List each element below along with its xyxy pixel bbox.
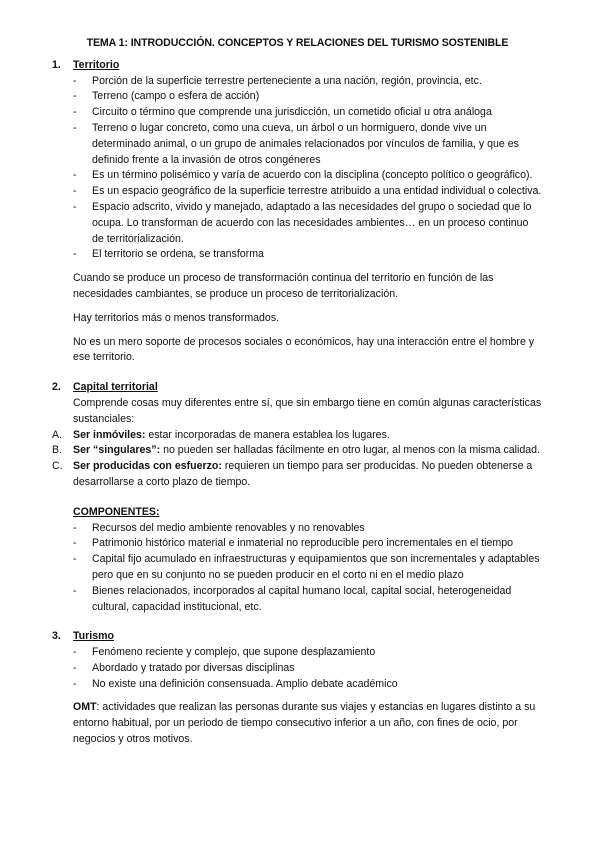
section-number: 3. [52, 630, 61, 643]
list-item: - Circuito o término que comprende una jurisdicción, un cometido oficial u otra análoga [73, 106, 492, 119]
list-item: - Bienes relacionados, incorporados al capital humano local, capital social, heterogeneidad cultural, capacidad institucional, etc. [73, 584, 512, 613]
list-item: C. Ser producidas con esfuerzo: requieren un tiempo para ser producidas. No pueden obtenerse a desarrollarse a corto plazo de tiempo. [52, 460, 533, 488]
list-item: - Patrimonio histórico material e inmaterial no reproducible pero incrementales en el tiempo [73, 537, 514, 550]
paragraph-territorializacion: Cuando se produce un proceso de transformación continua del territorio en función de las necesidades cambiantes, se produce un proceso de territorialización. [73, 272, 494, 300]
turismo-bullet-list [52, 645, 543, 692]
list-item: - Porción de la superficie terrestre perteneciente a una nación, región, provincia, etc. [73, 74, 482, 87]
section-heading-capital-territorial [52, 380, 543, 396]
characteristics-list [52, 428, 543, 491]
list-item: - Fenómeno reciente y complejo, que supone desplazamiento [73, 646, 376, 659]
list-item: - Abordado y tratado por diversas disciplinas [73, 661, 295, 674]
section-heading-territorio [52, 58, 543, 74]
list-item: - Es un espacio geográfico de la superficie terrestre atribuido a una entidad individual o colectiva. [73, 185, 542, 198]
list-item: B. Ser “singulares”: no pueden ser halladas fácilmente en otro lugar, al menos con la misma calidad. [52, 444, 540, 457]
section-number: 1. [52, 58, 61, 71]
list-item: - Terreno (campo o esfera de acción) [73, 90, 260, 103]
list-item: - Recursos del medio ambiente renovables y no renovables [73, 521, 365, 534]
components-list [52, 521, 543, 616]
paragraph-interaccion: No es un mero soporte de procesos sociales o económicos, hay una interacción entre el hombre y ese territorio. [73, 335, 535, 364]
list-item: - El territorio se ordena, se transforma [73, 248, 264, 261]
section-heading-turismo [52, 629, 543, 645]
list-item: A. Ser inmóviles: estar incorporadas de manera establea los lugares. [52, 428, 390, 441]
list-item: - Es un término polisémico y varía de acuerdo con la disciplina (concepto político o geográfico). [73, 169, 533, 182]
list-item: - Capital fijo acumulado en infraestructuras y equipamientos que son incrementales y adaptables pero que en su conjunto no se pueden producir en el corto ni en el medio plazo [73, 553, 540, 581]
section-title: Territorio [73, 58, 120, 71]
section-title: Capital territorial [73, 381, 158, 394]
list-item: - No existe una definición consensuada. Amplio debate académico [73, 677, 398, 690]
capital-intro: Comprende cosas muy diferentes entre sí, que sin embargo tiene en común algunas características sustanciales: [73, 396, 542, 425]
list-item: - Terreno o lugar concreto, como una cueva, un árbol o un hormiguero, donde vive un determinado animal, o un grupo de animales relacionados por vínculos de familia, y que es definido frente a la invasión de otros congéneres [73, 121, 519, 166]
list-item: - Espacio adscrito, vivido y manejado, adaptado a las necesidades del grupo o sociedad que lo ocupa. Lo transforman de acuerdo con las necesidades ambientes… en un proceso continuo de territorialización. [73, 200, 532, 245]
territorio-bullet-list [52, 74, 543, 264]
section-title: Turismo [73, 630, 115, 643]
document-title: TEMA 1: INTRODUCCIÓN. CONCEPTOS Y RELACIONES DEL TURISMO SOSTENIBLE [86, 37, 509, 49]
section-number: 2. [52, 381, 61, 394]
paragraph-transformados: Hay territorios más o menos transformados. [73, 311, 280, 324]
components-heading: COMPONENTES: [73, 505, 160, 518]
omt-term: OMT [73, 701, 97, 714]
omt-definition: OMT: actividades que realizan las personas durante sus viajes y estancias en lugares distinto a su entorno habitual, por un periodo de tiempo consecutivo inferior a un año, con fines de ocio, por negocios y otros motivos. [73, 701, 536, 746]
